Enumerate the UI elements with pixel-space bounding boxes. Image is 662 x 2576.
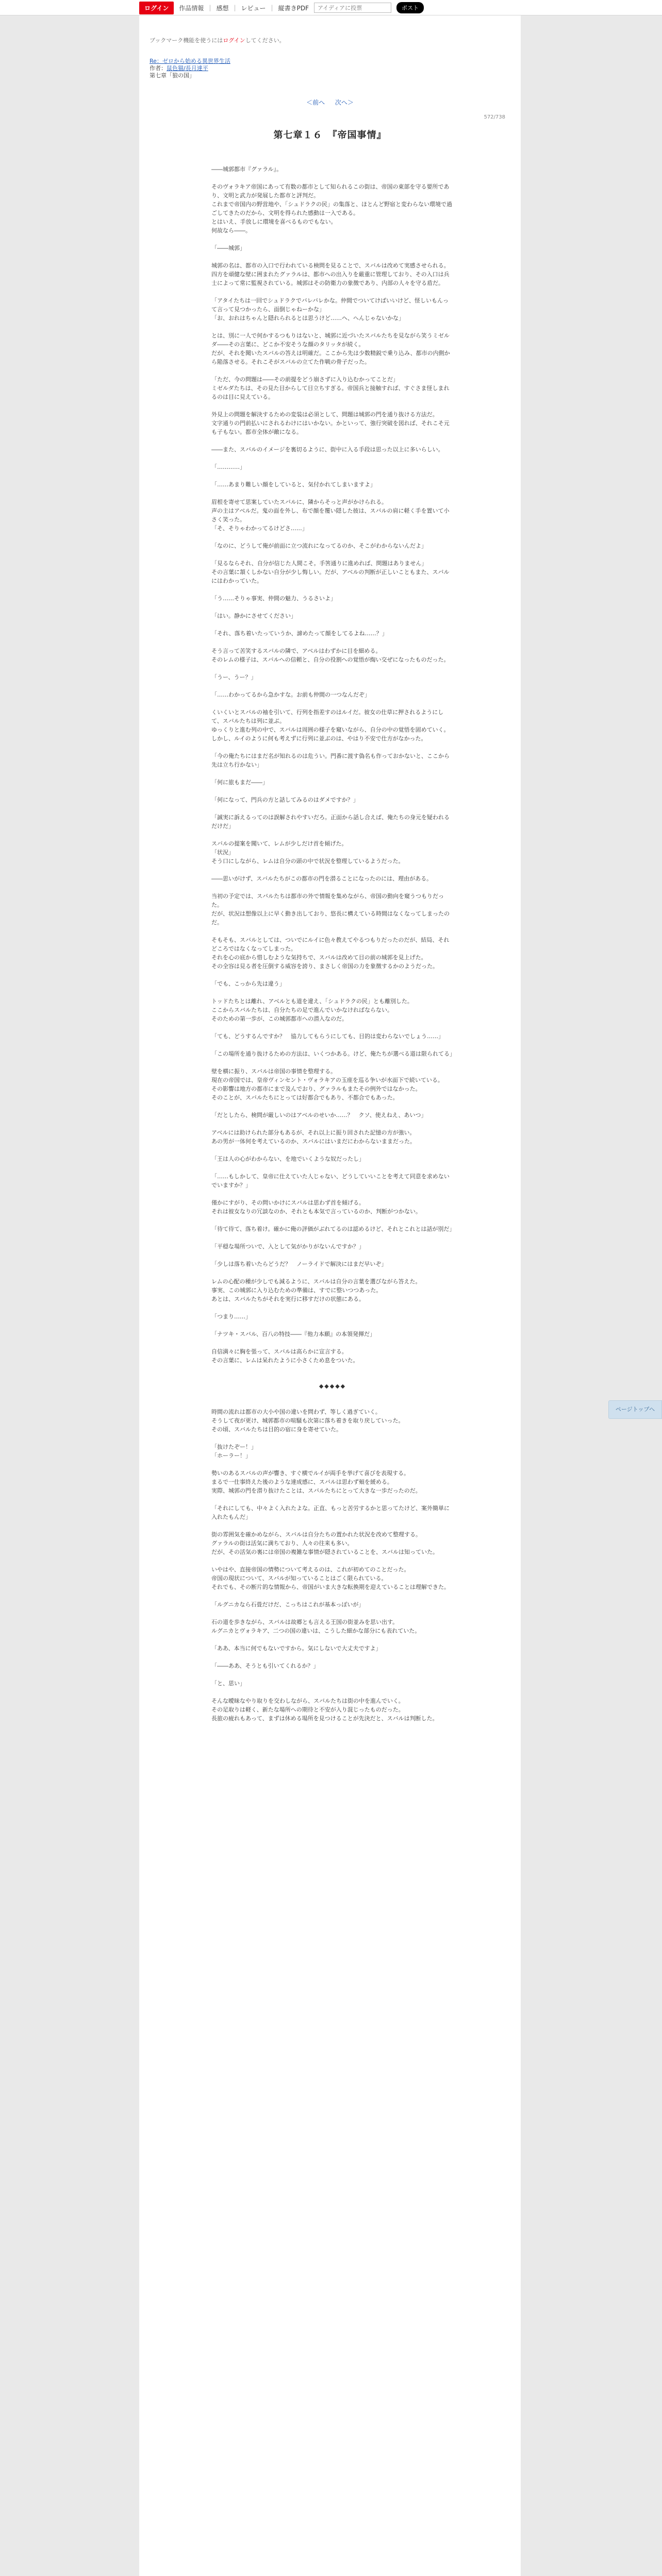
body-paragraph: 「うー、うー？」 — [211, 674, 257, 681]
paragraph-spacer — [211, 252, 454, 261]
body-paragraph: 「抜けたぞー！」 — [211, 1444, 257, 1450]
body-paragraph: 事実、この城郭に入り込むための準備は、すでに整いつつあった。 — [211, 1287, 382, 1294]
nav-impressions[interactable]: 感想 — [216, 4, 229, 12]
body-paragraph: 「それ、落ち着いたっていうか、諦めたって顔をしてるよね……？」 — [211, 630, 388, 637]
body-paragraph: 「……もしかして、皇帝に仕えていた人じゃない、どうしていいことを考えて同意を求めないでいますか？」 — [211, 1173, 450, 1189]
body-paragraph: そのことが、スバルたちにとっては好都合でもあり、不都合でもあった。 — [211, 1094, 399, 1101]
author-link[interactable]: 鼠色猫/長月達平 — [167, 65, 208, 72]
body-paragraph: 「平穏な場所ついで、入として気がかりがないんですか？」 — [211, 1243, 365, 1250]
top-bar-inner — [139, 0, 521, 15]
prev-page-link[interactable]: ＜前へ — [306, 99, 325, 106]
body-paragraph: ルグニカとヴォラキア、二つの国の違いは、こうした細かな部分にも表れていた。 — [211, 1628, 421, 1634]
body-paragraph: スバルの提案を聞いて、レムが少しだけ首を傾げた。 — [211, 840, 347, 847]
paragraph-spacer — [211, 1216, 454, 1225]
body-paragraph: いやはや、直接帝国の情勢について考えるのは、これが初めてのことだった。 — [211, 1566, 410, 1573]
body-paragraph: トッドたちとは離れ、アベルとも道を違え、「シュドラクの民」とも離別した。 — [211, 998, 413, 1005]
body-paragraph: その頃、スバルたちは目的の宿に身を寄せていた。 — [211, 1426, 342, 1433]
body-paragraph: 「この場所を通り抜けるための方法は、いくつかある。けど、俺たちが選べる道は限られてる」 — [211, 1050, 455, 1057]
body-paragraph: 「…………」 — [211, 464, 245, 470]
paragraph-spacer — [211, 769, 454, 778]
paragraph-spacer — [211, 1688, 454, 1697]
page-top-button[interactable]: ページトップへ — [608, 1400, 662, 1419]
novel-page — [139, 15, 521, 2576]
body-paragraph: その全容は見る者を圧倒する威容を誇り、まさしく帝国の力を象徴するかのようだった。 — [211, 963, 438, 970]
paragraph-spacer — [211, 287, 454, 296]
paragraph-spacer — [211, 1434, 454, 1443]
body-paragraph: 城郭の名は、都市の入口で行われている検問を見ることで、スバルは改めて実感させられる。 — [211, 262, 450, 269]
body-paragraph: 「……あまり難しい顔をしていると、気付かれてしまいますよ」 — [211, 481, 376, 488]
body-paragraph: そうして夜が更け、城郭都市の喧騒も次第に落ち着きを取り戻していった。 — [211, 1417, 404, 1424]
chapter-title: 第七章１６ 『帝国事情』 — [273, 130, 387, 141]
paragraph-spacer — [211, 1120, 454, 1128]
body-paragraph: とは、別に一人で何かするつもりはないと、城郭に近づいたスバルたちを見ながら笑うミゼルダ――その言葉に、どこか不安そうな顔のタリッタが続く。 — [211, 332, 450, 348]
body-paragraph: その足取りは軽く、新たな場所への期待と不安が入り混じったものだった。 — [211, 1706, 404, 1713]
paragraph-spacer — [211, 1190, 454, 1198]
body-paragraph: 四方を頑健な壁に囲まれたグァラルは、都市への出入りを厳重に管理しており、その入口は兵士によって常に監視されている。城郭はその防衛力の象徴であり、内部の人々を守る盾だ。 — [211, 271, 450, 286]
body-paragraph: 「――ああ、そうとも引いてくれるか？」 — [211, 1663, 319, 1669]
body-paragraph: 壁を横に振り、スバルは帝国の事情を整理する。 — [211, 1068, 336, 1075]
paragraph-spacer — [211, 1163, 454, 1172]
paragraph-spacer — [211, 1609, 454, 1618]
body-paragraph: これまで帝国内の野営地や、「シュドラクの民」の集落と、ほとんど野宿と変わらない環境で過ごしてきたのだから、文明を得られた感動は一入である。 — [211, 201, 453, 216]
body-paragraph: 「ナツキ・スバル、百八の特技――『他力本願』の本領発揮だ」 — [211, 1331, 376, 1337]
bookmark-notice-suffix: してください。 — [245, 37, 285, 44]
body-paragraph: 当初の予定では、スバルたちは都市の外で情報を集めながら、帝国の動向を窺うつもりだった。 — [211, 893, 444, 908]
paragraph-spacer — [211, 1653, 454, 1662]
paragraph-spacer — [211, 366, 454, 375]
body-paragraph: 「ても、どうするんですか？ 協力してもらうにしても、目的は変わらないでしょう……」 — [211, 1033, 444, 1040]
body-paragraph: だが、その活気の裏には帝国の複雑な事情が隠されていることを、スバルは知っていた。 — [211, 1549, 438, 1555]
body-paragraph: 「誠実に訴えるってのは誤解されやすいだろ。正面から話し合えば、俺たちの身元を疑われるだけだ」 — [211, 814, 450, 829]
bookmark-notice — [150, 36, 285, 44]
body-paragraph: アベルには助けられた部分もあるが、それ以上に振り回された記憶の方が強い。 — [211, 1129, 416, 1136]
body-paragraph: とはいえ、手放しに環境を喜べるものでもない。 — [211, 218, 337, 225]
paragraph-spacer — [211, 550, 454, 559]
paragraph-spacer — [211, 1556, 454, 1565]
bookmark-notice-text: ブックマーク機能を使うには — [150, 37, 223, 44]
paragraph-spacer — [211, 1670, 454, 1679]
paragraph-spacer — [211, 1303, 454, 1312]
body-paragraph: そう口にしながら、レムは自分の頭の中で状況を整理しているようだった。 — [211, 858, 404, 865]
body-paragraph: ゆっくりと進む列の中で、スバルは周囲の様子を窺いながら、自分の中の覚悟を固めていく。 — [211, 726, 450, 733]
body-paragraph: 「アタイたちは一回でシュドラクでバレバレかな。仲間でついてけばいいけど、怪しいもんって言って見つかったら、面倒じゃねーかな」 — [211, 297, 449, 313]
body-paragraph: 「はい。静かにさせてください」 — [211, 613, 296, 619]
body-paragraph: まるで一仕事終えた後のような達成感に、スバルは思わず頬を緩める。 — [211, 1479, 393, 1485]
body-paragraph: 「見るならそれ、自分が信じた人間こそ。手筈通りに進めれば、問題はありません」 — [211, 560, 427, 567]
paragraph-spacer — [211, 682, 454, 690]
paragraph-spacer — [211, 699, 454, 708]
nav-review[interactable]: レビュー — [241, 4, 266, 12]
paragraph-spacer — [211, 235, 454, 244]
body-paragraph: 長旅の疲れもあって、まずは休める場所を見つけることが先決だと、スバルは判断した。 — [211, 1715, 438, 1722]
body-paragraph: 「お、おれはちゃんと隠れられるとは思うけど……ヘ、へんじゃないかな」 — [211, 315, 404, 321]
body-paragraph: 「ホーラー！」 — [211, 1452, 251, 1459]
body-paragraph: 時間の流れは都市の大小や国の違いを問わず、等しく過ぎていく。 — [211, 1409, 381, 1415]
body-paragraph: その影響は地方の都市にまで及んでおり、グァラルもまたその例外ではなかった。 — [211, 1086, 421, 1092]
body-paragraph: ミゼルダたちは、その見た目からして目立ちすぎる。帝国兵と接触すれば、すぐさま怪しまれるのは目に見えている。 — [211, 385, 450, 400]
body-paragraph: 「――城郭」 — [211, 245, 245, 251]
body-paragraph: 僅かにすがり、その問いかけにスバルは思わず首を傾げる。 — [211, 1199, 365, 1206]
body-paragraph: 「でも、こっから先は違う」 — [211, 980, 285, 987]
paragraph-spacer — [211, 1058, 454, 1067]
scene-divider: ◆◆◆◆◆ — [319, 1383, 346, 1389]
paragraph-spacer — [211, 866, 454, 874]
top-bar — [0, 0, 662, 15]
body-paragraph: そのための第一歩が、この城郭都市への潜入なのだ。 — [211, 1015, 347, 1022]
paragraph-spacer — [211, 1338, 454, 1347]
idea-vote-input[interactable] — [314, 3, 391, 13]
top-pager — [139, 98, 521, 107]
body-paragraph: 外見上の問題を解決するための変装は必須として、問題は城郭の門を通り抜ける方法だ。 — [211, 411, 438, 418]
body-paragraph: あの男が一体何を考えているのか、スバルにはいまだにわからないままだった。 — [211, 1138, 416, 1145]
paragraph-spacer — [211, 436, 454, 445]
body-paragraph: ――城郭都市『グァラル』。 — [211, 166, 283, 173]
bookmark-login-link[interactable]: ログイン — [223, 37, 245, 44]
body-paragraph: だが、状況は想像以上に早く動き出しており、悠長に構えている時間はなくなってしまったのだ。 — [211, 910, 450, 926]
body-paragraph: 「少しは落ち着いたらどうだ？ ノーライドで解決にはまだ早いぞ」 — [211, 1261, 387, 1267]
author-label: 作者： — [150, 65, 167, 72]
paragraph-spacer — [211, 585, 454, 594]
x-post-button[interactable]: ポスト — [396, 2, 424, 13]
body-paragraph: しかし、ルイのように何も考えずに行列に並ぶのは、やはり不安で仕方がなかった。 — [211, 735, 427, 742]
nav-divider: | — [271, 4, 273, 11]
body-paragraph: 「待て待て、落ち着け。確かに俺の評価がぶれてるのは認めるけど、それとこれとは話が別だ」 — [211, 1226, 455, 1232]
paragraph-spacer — [211, 1460, 454, 1469]
body-paragraph: 街の雰囲気を確かめながら、スバルは自分たちの置かれた状況を改めて整理する。 — [211, 1531, 421, 1538]
body-paragraph: 「ああ、本当に何でもないですから。気にしないで大丈夫ですよ」 — [211, 1645, 382, 1652]
paragraph-spacer — [211, 787, 454, 795]
body-paragraph: 何故なら――。 — [211, 227, 251, 234]
body-paragraph: その言葉に、レムは呆れたように小さくため息をついた。 — [211, 1357, 359, 1364]
paragraph-spacer — [211, 743, 454, 752]
body-paragraph: そのレムの様子は、スバルへの信頼と、自分の役割への覚悟が綯い交ぜになったものだった。 — [211, 656, 450, 663]
body-paragraph: それを心の底から惜しむような気持ちで、スバルは改めて目の前の城郭を見上げた。 — [211, 954, 427, 961]
body-paragraph: 「だとしたら、検問が厳しいのはアベルのせいか……？ クソ、使えねえ、あいつ」 — [211, 1112, 427, 1118]
body-paragraph: その言葉に頷くしかない自分が少し悔しい。だが、アベルの判断が正しいこともまた、スバルにはわかっていた。 — [211, 569, 450, 584]
paragraph-spacer — [211, 489, 454, 498]
body-paragraph: ――思いがけず、スバルたちがこの都市の門を潜ることになったのには、理由がある。 — [211, 875, 433, 882]
paragraph-spacer — [211, 1233, 454, 1242]
nav-info[interactable]: 作品情報 — [179, 4, 204, 12]
series-title-link[interactable]: Re：ゼロから始める異世界生活 — [150, 58, 230, 64]
next-page-link[interactable]: 次へ＞ — [335, 99, 354, 106]
paragraph-spacer — [211, 1023, 454, 1032]
body-paragraph: 石の道を歩きながら、スバルは故郷とも言える王国の街並みを思い出す。 — [211, 1619, 399, 1625]
body-paragraph: 「ただ、今の問題は――その前提をどう崩さずに入り込むかってことだ」 — [211, 376, 399, 383]
body-paragraph: グァラルの街は活気に満ちており、人々の往来も多い。 — [211, 1540, 353, 1547]
body-paragraph: 実際、城郭の門を潜り抜けたことは、スバルたちにとって大きな一歩だったのだ。 — [211, 1487, 421, 1494]
paragraph-spacer — [211, 883, 454, 892]
body-paragraph: 「と、思い」 — [211, 1680, 245, 1687]
paragraph-spacer — [211, 533, 454, 541]
paragraph-spacer — [211, 1365, 454, 1374]
body-paragraph: 「今の俺たちにはまだ名が知れるのは危うい。門番に渡す偽名も作っておかないと、ここから先は立ち行かない」 — [211, 753, 450, 768]
nav-pdf[interactable]: 縦書きPDF — [278, 4, 309, 12]
body-paragraph: ここからスバルたちは、自分たちの足で進んでいかなければならない。 — [211, 1007, 393, 1013]
body-paragraph: 現在の帝国では、皇帝ヴィンセント・ヴォラキアの玉座を巡る争いが水面下で続いている。 — [211, 1077, 443, 1083]
body-paragraph: くいくいとスバルの袖を引いて、行列を指差すのはルイだ。彼女の仕草に押されるようにして、スバルたちは列に並ぶ。 — [211, 709, 444, 724]
body-paragraph: あとは、スバルたちがそれを実行に移すだけの状態にある。 — [211, 1296, 365, 1302]
paragraph-spacer — [211, 1635, 454, 1644]
body-paragraph: ――また、スバルのイメージを裏切るように、街中に入る手段は思った以上に多いらしい。 — [211, 446, 444, 453]
paragraph-spacer — [211, 988, 454, 997]
body-paragraph: それは彼女なりの冗談なのか、それとも本気で言っているのか、判断がつかない。 — [211, 1208, 421, 1215]
body-paragraph: 「王は人の心がわからない、を地でいくような奴だったし」 — [211, 1156, 365, 1162]
body-paragraph: 自信満々に胸を張って、スバルは高らかに宣言する。 — [211, 1348, 347, 1355]
nav-divider: | — [209, 4, 211, 11]
body-paragraph: 勢いのあるスバルの声が響き、すぐ横でルイが両手を挙げて喜びを表現する。 — [211, 1470, 410, 1477]
paragraph-spacer — [211, 401, 454, 410]
body-paragraph: だが、それを聞いたスバルの答えは明確だ。ここから先は少数精鋭で乗り込み、都市の内側から陥落させる。それこそがスバルの立てた作戦の骨子だった。 — [211, 350, 450, 365]
body-paragraph: そんな曖昧なやり取りを交わしながら、スバルたちは街の中を進んでいく。 — [211, 1698, 404, 1704]
paragraph-spacer — [211, 1321, 454, 1330]
nav-divider: | — [234, 4, 236, 11]
paragraph-spacer — [211, 664, 454, 673]
paragraph-spacer — [211, 323, 454, 331]
body-paragraph: 「状況」 — [211, 849, 234, 856]
paragraph-spacer — [211, 1399, 454, 1408]
body-paragraph: そのヴォラキア帝国にあって有数の都市として知られるこの街は、帝国の東部を守る要所であり、文明と武力が発展した都市と評判だ。 — [211, 183, 450, 199]
body-paragraph: 声の主はアベルだ。鬼の面を外し、布で顔を覆い隠した彼は、スバルの肩に軽く手を置いて小さく笑った。 — [211, 507, 450, 523]
paragraph-spacer — [211, 454, 454, 463]
paragraph-spacer — [211, 471, 454, 480]
paragraph-spacer — [211, 1591, 454, 1600]
body-paragraph: 「何に旅もまだ――」 — [211, 779, 268, 786]
paragraph-spacer — [211, 1268, 454, 1277]
body-paragraph: 文字通りの門前払いにされるわけにはいかない。かといって、強行突破を図れば、それこそ元も子もない。都市全体が敵になる。 — [211, 420, 450, 435]
paragraph-spacer — [211, 1041, 454, 1049]
paragraph-spacer — [211, 971, 454, 979]
paragraph-spacer — [211, 1521, 454, 1530]
paragraph-spacer — [211, 927, 454, 936]
body-paragraph: 帝国の現状について、スバルが知っていることはごく限られている。 — [211, 1575, 387, 1582]
chapter-breadcrumb: 第七章「狼の国」 — [150, 72, 195, 79]
body-paragraph: 「……わかってるから急かすな。お前も仲間の一つなんだぞ」 — [211, 691, 370, 698]
body-paragraph: 「何になって、門兵の方と話してみるのはダメですか？」 — [211, 796, 359, 803]
body-paragraph: 「ルグニカなら石畳だけだ、こっちはこれが基本っぽいが」 — [211, 1601, 365, 1608]
novel-body — [211, 165, 454, 1723]
paragraph-spacer — [211, 603, 454, 612]
body-paragraph: レムの心配の種が少しでも減るように、スバルは自分の言葉を選びながら答えた。 — [211, 1278, 421, 1285]
paragraph-spacer — [211, 831, 454, 839]
body-paragraph: 「そ、そりゃわかってるけどさ……」 — [211, 525, 308, 532]
body-paragraph: 「それにしても、中々よく入れたよな。正直、もっと苦労するかと思ってたけど、案外簡単に入れたもんだ」 — [211, 1505, 450, 1520]
body-paragraph: そもそも、スバルとしては、ついでにルイに色々教えてやるつもりだったのだが、結局、それどころではなくなってしまった。 — [211, 937, 450, 952]
body-paragraph: 眉根を寄せて思案していたスバルに、隣からそっと声がかけられる。 — [211, 499, 387, 505]
paragraph-spacer — [211, 1102, 454, 1111]
paragraph-spacer — [211, 1146, 454, 1155]
body-paragraph: 「う……そりゃ事実、仲間の魅力、うるさいよ」 — [211, 595, 336, 602]
body-paragraph: 「なのに、どうして俺が前面に立つ流れになってるのか、そこがわからないんだよ」 — [211, 543, 427, 549]
body-paragraph: それでも、その断片的な情報から、帝国がいま大きな転換期を迎えていることは理解できた。 — [211, 1584, 450, 1590]
login-button[interactable]: ログイン — [139, 2, 174, 14]
paragraph-spacer — [211, 620, 454, 629]
page-number: 572/738 — [484, 114, 505, 120]
paragraph-spacer — [211, 638, 454, 647]
body-paragraph: そう言って苦笑するスバルの隣で、アベルはわずかに目を細める。 — [211, 648, 382, 654]
body-paragraph: 「つまり……」 — [211, 1313, 251, 1320]
paragraph-spacer — [211, 174, 454, 182]
paragraph-spacer — [211, 1495, 454, 1504]
paragraph-spacer — [211, 804, 454, 813]
paragraph-spacer — [211, 1251, 454, 1260]
